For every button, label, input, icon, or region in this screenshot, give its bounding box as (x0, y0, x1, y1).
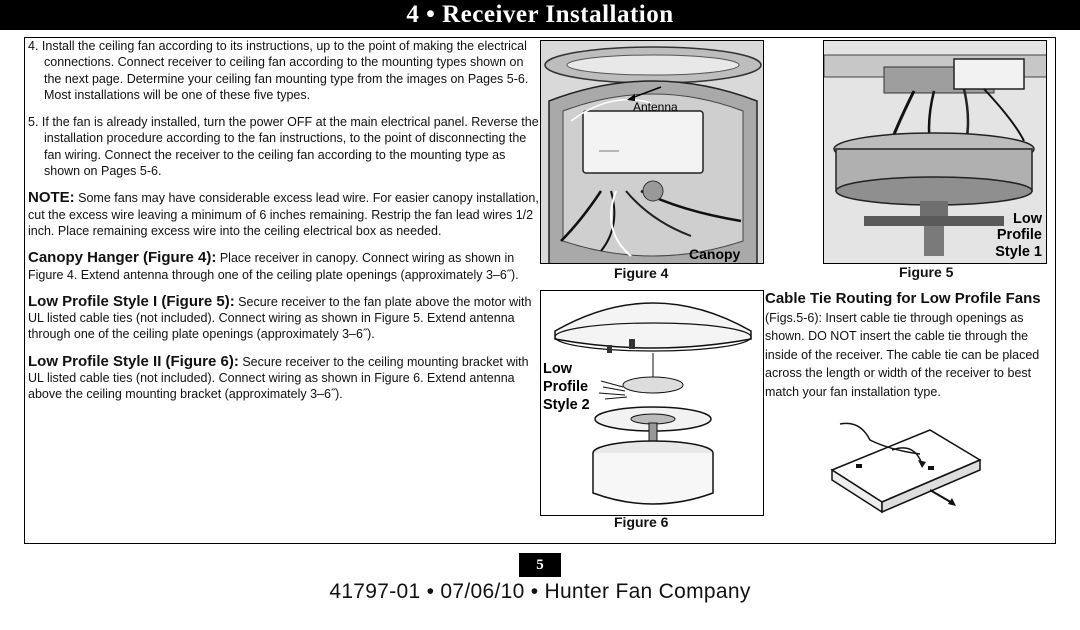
cable-tie-heading: Cable Tie Routing for Low Profile Fans (765, 290, 1041, 307)
footer-text: 41797-01 • 07/06/10 • Hunter Fan Company (329, 580, 751, 603)
instructions-column (28, 38, 540, 414)
note-text: Some fans may have considerable excess lead wire. For easier canopy installation, cut the excess wire leaving a minimum of 6 inches remaining. Restrip the fan lead wires 1/2 inch. Place remaining excess wire into the ceiling electrical box as needed. (28, 191, 539, 238)
low-profile-2-heading: Low Profile Style II (Figure 6): (28, 352, 239, 370)
fig5-label-line-1: Low (1013, 211, 1042, 227)
section-title: 4 • Receiver Installation (406, 1, 674, 28)
cable-tie-figs-ref: (Figs.5-6): (765, 310, 822, 325)
step-4: 4. Install the ceiling fan according to its instructions, up to the point of making the electrical connections. Connect receiver to ceiling fan according to the mounting types shown on the next page. Determine your ceiling fan mounting type from the images on Pages 5-6. Most installations will be one of these five types. (28, 39, 529, 102)
fig6-label-line-1: Low (543, 361, 572, 377)
fig6-label-line-2: Profile (543, 379, 589, 395)
canopy-illustration (541, 41, 764, 264)
figure-6-caption: Figure 6 (614, 514, 669, 530)
fig5-label-line-2: Profile (996, 227, 1042, 243)
canopy-hanger-text: Place receiver in canopy. Connect wiring as shown in Figure 4. Extend antenna through one of the ceiling plate openings (approximately 3–6˝). (28, 251, 519, 282)
fig6-label-line-3: Style 2 (543, 397, 590, 413)
cable-tie-paragraph (765, 290, 1055, 401)
low-profile-1-paragraph (28, 294, 540, 343)
note-label: NOTE: (28, 189, 75, 207)
fig5-label-line-3: Style 1 (995, 244, 1042, 260)
low-profile-2-paragraph (28, 354, 540, 403)
low-profile-2-illustration (541, 291, 764, 516)
page-header (0, 0, 1080, 30)
low-profile-2-text: Secure receiver to the ceiling mounting bracket with UL listed cable ties (not included). Connect wiring as shown in Figure 6. Extend antenna above the ceiling mounting bracket (approximately 3–6˝). (28, 354, 529, 402)
low-profile-1-heading: Low Profile Style I (Figure 5): (28, 292, 235, 310)
cable-tie-text: Insert cable tie through openings as shown. DO NOT insert the cable tie through the inside of the receiver. The cable tie can be placed across the length or width of the receiver to best match your fan installation type. (765, 310, 1040, 399)
canopy-label: Canopy (689, 246, 741, 262)
canopy-hanger-heading: Canopy Hanger (Figure 4): (28, 249, 217, 267)
low-profile-1-text: Secure receiver to the fan plate above the motor with UL listed cable ties (not included). Connect wiring as shown in Figure 5. Extend antenna through one of the ceiling plate openings (approximately 3–6˝). (28, 294, 532, 342)
note-paragraph (28, 190, 540, 239)
figure-4-caption: Figure 4 (614, 265, 669, 281)
figure-6-image (540, 290, 764, 516)
canopy-hanger-paragraph (28, 250, 540, 283)
figure-5-caption: Figure 5 (899, 264, 954, 280)
cable-tie-receiver-drawing (830, 420, 990, 520)
figure-5-image (823, 40, 1047, 264)
figure-4-image (540, 40, 764, 264)
page-number: 5 (519, 553, 561, 577)
step-5: 5. If the fan is already installed, turn the power OFF at the main electrical panel. Reverse the installation procedure according to the fan instructions, to the point of disconnecting the fan wiring. Connect the receiver to the ceiling fan according to the mounting type as shown on Pages 5-6. (28, 115, 539, 179)
antenna-label: Antenna (633, 100, 678, 114)
low-profile-1-illustration (824, 41, 1047, 264)
